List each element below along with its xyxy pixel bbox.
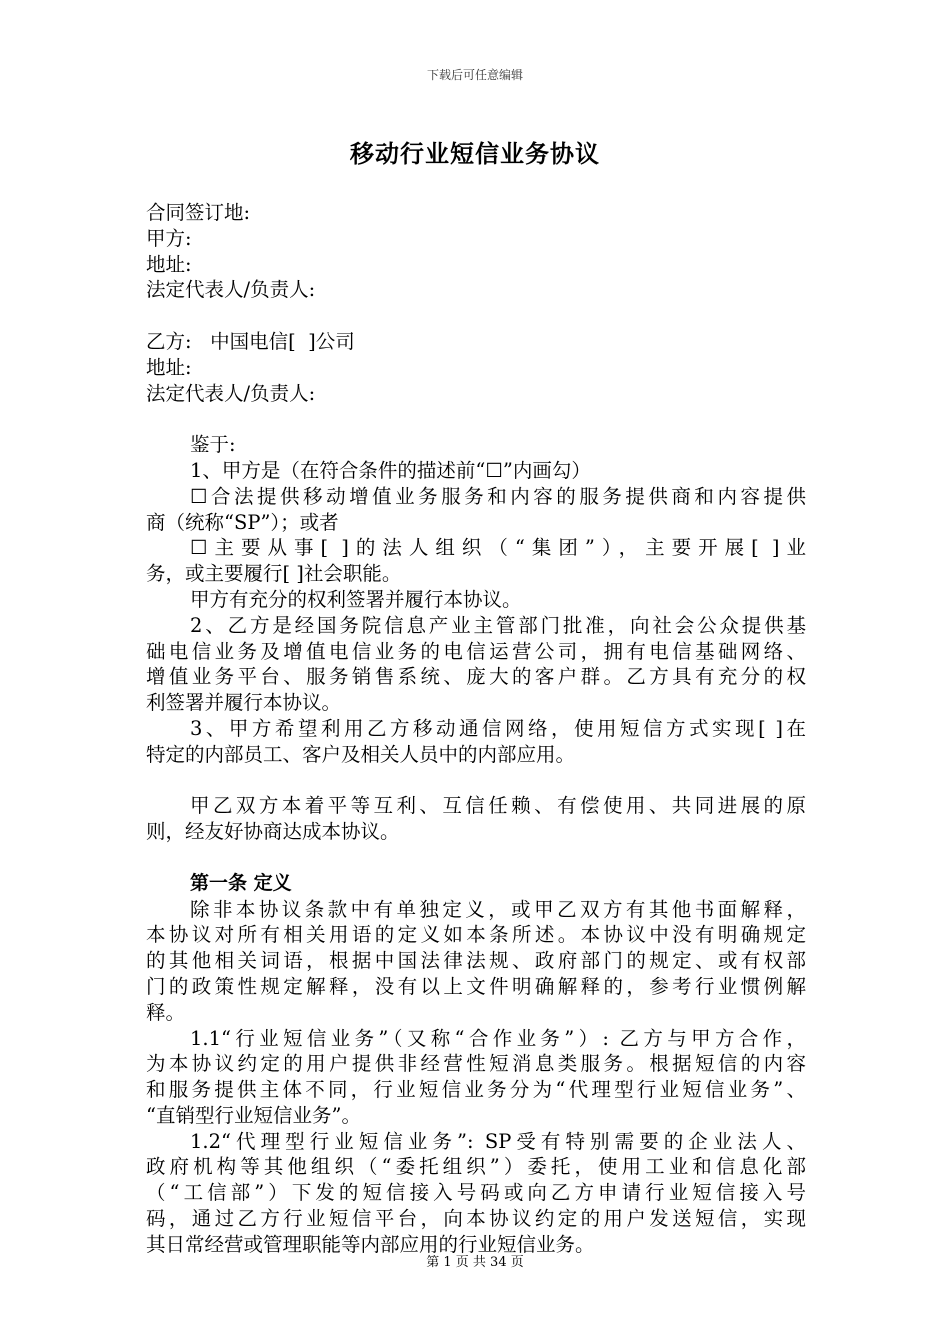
article-1-para-line-5: 释。: [146, 1000, 186, 1024]
spacer: [146, 406, 806, 432]
definition-1-2-line-1: 1.2“代理型行业短信业务”: SP受有特别需要的企业法人、: [190, 1129, 806, 1153]
whereas-item-3-line-1: 3、甲方希望利用乙方移动通信网络，使用短信方式实现[ ]在: [190, 716, 806, 740]
article-1-para-line-4: 门的政策性规定解释，没有以上文件明确解释的，参考行业惯例解: [146, 974, 806, 998]
page-footer: 第 1 页 共 34 页: [426, 1255, 524, 1270]
option-sp-line-2: 商（统称“SP”）；或者: [146, 510, 339, 534]
definition-1-2-line-5: 其日常经营或管理职能等内部应用的行业短信业务。: [146, 1232, 595, 1256]
definition-1-2-line-3: （“工信部”）下发的短信接入号码或向乙方申请行业短信接入号: [146, 1181, 806, 1205]
principle-line-2: 则，经友好协商达成本协议。: [146, 820, 400, 844]
option-group-line-2: 务，或主要履行[ ]社会职能。: [146, 562, 402, 586]
document-title: 移动行业短信业务协议: [350, 140, 600, 168]
party-a: 甲方:: [146, 226, 192, 250]
whereas-item-2-line-2: 础电信业务及增值电信业务的电信运营公司，拥有电信基础网络、: [146, 639, 806, 663]
contract-place: 合同签订地:: [146, 201, 251, 224]
article-1-para-line-1: 除非本协议条款中有单独定义，或甲乙双方有其他书面解释，: [190, 897, 806, 921]
option-group-line-1: ☐主要从事[ ]的法人组织（“集团”），主要开展[ ]业: [190, 536, 806, 560]
whereas-item-1: 1、甲方是（在符合条件的描述前“☐”内画勾）: [190, 458, 591, 482]
definition-1-2-line-4: 码，通过乙方行业短信平台，向本协议约定的用户发送短信，实现: [146, 1207, 806, 1231]
party-b-representative: 法定代表人/负责人:: [146, 381, 316, 405]
whereas-item-2-line-3: 增值业务平台、服务销售系统、庞大的客户群。乙方具有充分的权: [146, 665, 806, 689]
party-a-capacity: 甲方有充分的权利签署并履行本协议。: [190, 587, 522, 611]
whereas-item-2-line-4: 利签署并履行本协议。: [146, 691, 342, 715]
definition-1-1-line-1: 1.1“行业短信业务”（又称“合作业务”）: 乙方与甲方合作，: [190, 1026, 806, 1050]
whereas-item-3-line-2: 特定的内部员工、客户及相关人员中的内部应用。: [146, 742, 576, 766]
party-b: 乙方: 中国电信[ ]公司: [146, 329, 355, 353]
spacer: [146, 768, 806, 794]
party-a-representative: 法定代表人/负责人:: [146, 278, 316, 302]
definition-1-2-line-2: 政府机构等其他组织（“委托组织”）委托，使用工业和信息化部: [146, 1155, 806, 1179]
spacer: [146, 303, 806, 329]
page-header: 下载后可任意编辑: [426, 68, 523, 82]
principle-line-1: 甲乙双方本着平等互利、互信任赖、有偿使用、共同进展的原: [190, 794, 806, 818]
definition-1-1-line-4: “直销型行业短信业务”。: [146, 1103, 361, 1127]
article-1-para-line-2: 本协议对所有相关用语的定义如本条所述。本协议中没有明确规定: [146, 923, 806, 947]
party-a-address: 地址:: [146, 252, 192, 276]
definition-1-1-line-2: 为本协议约定的用户提供非经营性短消息类服务。根据短信的内容: [146, 1052, 806, 1076]
party-b-address: 地址:: [146, 355, 192, 379]
article-1-para-line-3: 的其他相关词语，根据中国法律法规、政府部门的规定、或有权部: [146, 949, 806, 973]
document-body: [146, 200, 806, 1258]
definition-1-1-line-3: 和服务提供主体不同，行业短信业务分为“代理型行业短信业务”、: [146, 1078, 806, 1102]
spacer: [146, 845, 806, 871]
option-sp-line-1: ☐合法提供移动增值业务服务和内容的服务提供商和内容提供: [190, 484, 806, 508]
whereas-intro: 鉴于:: [190, 433, 236, 457]
article-1-heading: 第一条 定义: [190, 871, 292, 894]
whereas-item-2-line-1: 2、乙方是经国务院信息产业主管部门批准，向社会公众提供基: [190, 613, 806, 637]
